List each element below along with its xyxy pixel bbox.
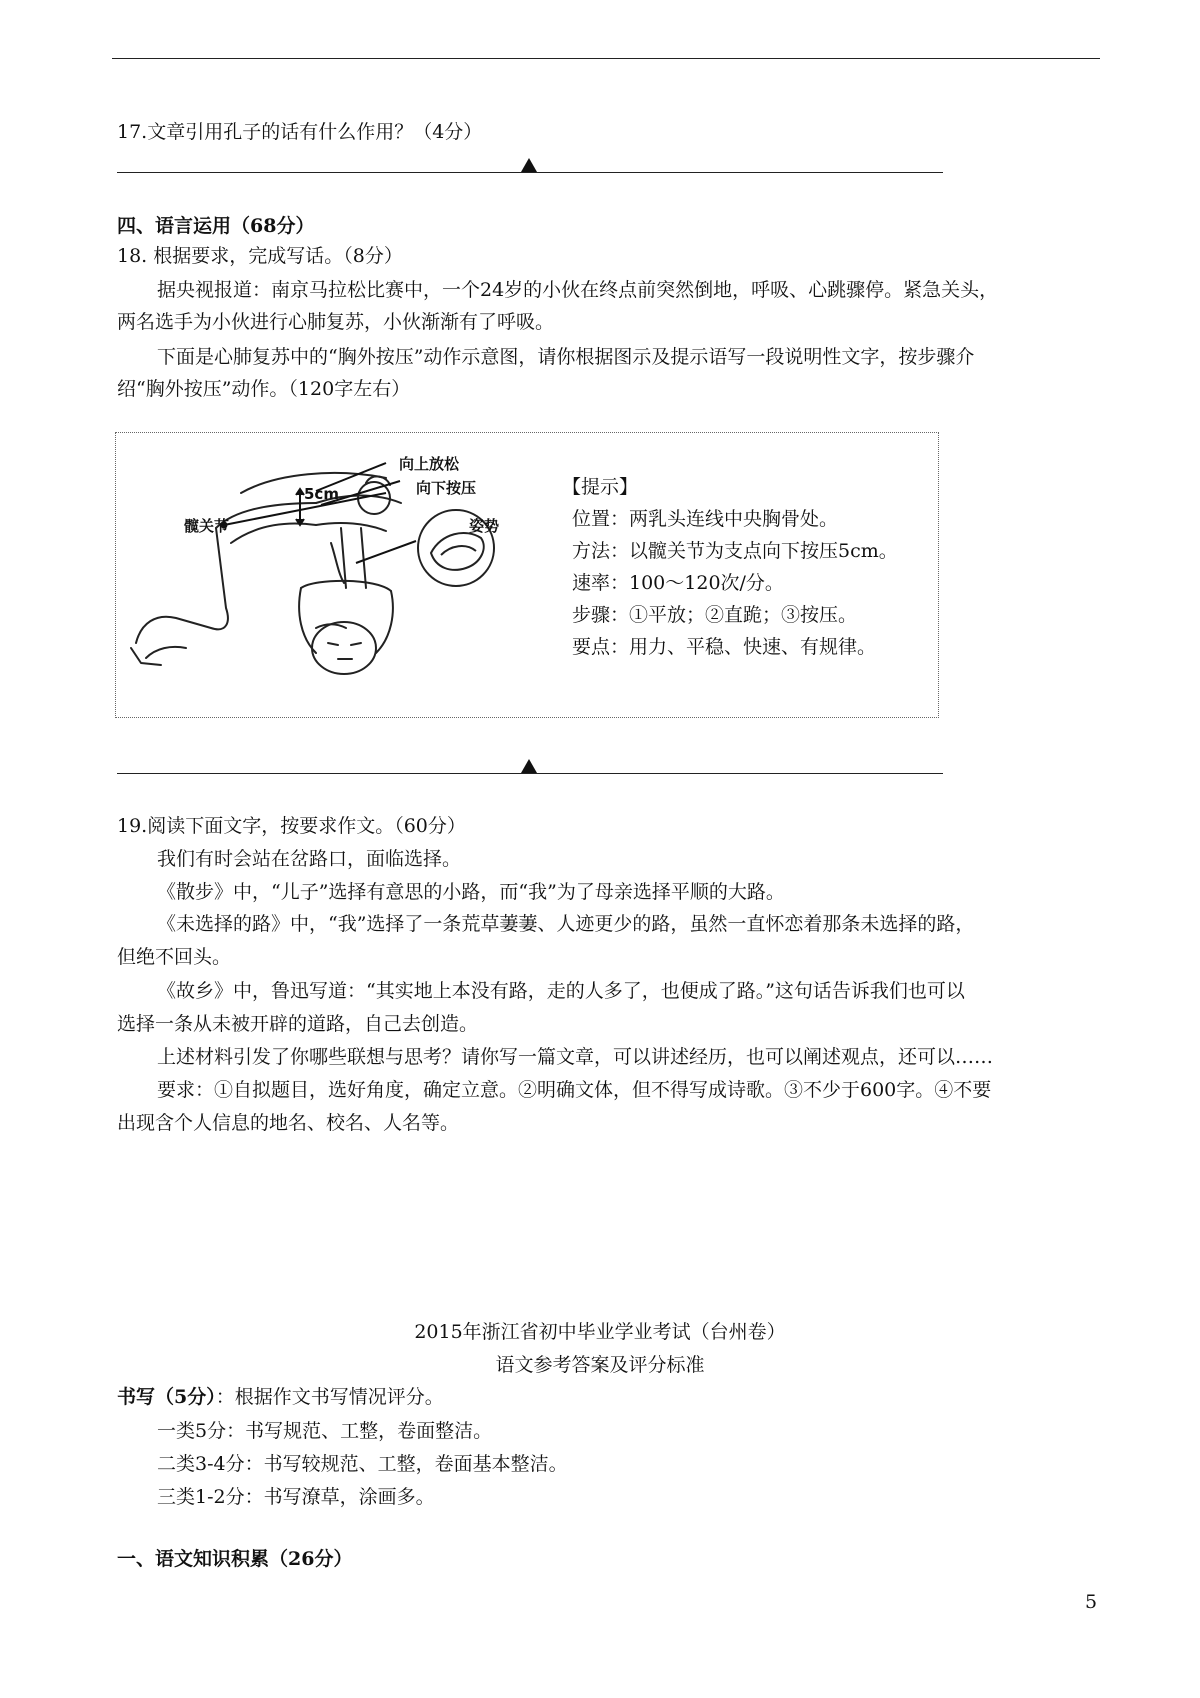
q19-line4b: 选择一条从未被开辟的道路，自己去创造。: [117, 1013, 479, 1035]
q18-p1-line1: 据央视报道：南京马拉松比赛中，一个24岁的小伙在终点前突然倒地，呼吸、心跳骤停。紧急关头，: [157, 279, 999, 301]
header-rule: [112, 58, 1100, 59]
hint-steps: 步骤：①平放；②直跪；③按压。: [572, 604, 858, 626]
q18-answer-line: [117, 773, 943, 774]
section4-title: 四、语言运用（68分）: [117, 215, 315, 237]
q18-p1-line2: 两名选手为小伙进行心肺复苏，小伙渐渐有了呼吸。: [117, 311, 555, 333]
writing-class-1: 一类5分：书写规范、工整，卷面整洁。: [157, 1420, 493, 1442]
label-pose: 姿势: [469, 517, 500, 535]
label-5cm: 5cm: [304, 485, 339, 503]
q17-answer-marker: [521, 158, 537, 172]
cpr-illustration: [116, 433, 536, 717]
q18-answer-marker: [521, 759, 537, 773]
q17-answer-line: [117, 172, 943, 173]
writing-criteria: [117, 1383, 444, 1411]
q18-p2-line1: 下面是心肺复苏中的“胸外按压”动作示意图，请你根据图示及提示语写一段说明性文字，按步骤介: [157, 346, 975, 368]
writing-desc: ：根据作文书写情况评分。: [215, 1386, 444, 1408]
q18-p2-line2: 绍“胸外按压”动作。（120字左右）: [117, 378, 411, 400]
hint-keys: 要点：用力、平稳、快速、有规律。: [572, 636, 877, 658]
q19-line6b: 出现含个人信息的地名、校名、人名等。: [117, 1112, 460, 1134]
label-hip-joint: 髋关节: [184, 517, 230, 535]
hint-position: 位置：两乳头连线中央胸骨处。: [572, 508, 839, 530]
answers-title-2: 语文参考答案及评分标准: [495, 1354, 705, 1376]
q19-line3b: 但绝不回头。: [117, 946, 232, 968]
q19-line1: 我们有时会站在岔路口，面临选择。: [157, 848, 462, 870]
q19-line3a: 《未选择的路》中，“我”选择了一条荒草萋萋、人迹更少的路，虽然一直怀恋着那条未选择的路，: [157, 913, 975, 935]
writing-class-3: 三类1-2分：书写潦草，涂画多。: [157, 1486, 435, 1508]
label-up-relax: 向上放松: [399, 455, 460, 473]
label-down-press: 向下按压: [416, 479, 477, 497]
writing-label: 书写（5分）: [117, 1386, 216, 1408]
q19-line2: 《散步》中，“儿子”选择有意思的小路，而“我”为了母亲选择平顺的大路。: [157, 881, 785, 903]
hint-title: 【提示】: [562, 476, 639, 498]
writing-class-2: 二类3-4分：书写较规范、工整，卷面基本整洁。: [157, 1453, 568, 1475]
page-number: 5: [1085, 1591, 1098, 1613]
answers-section1-title: 一、语文知识积累（26分）: [117, 1548, 353, 1570]
hint-method: 方法：以髋关节为支点向下按压5cm。: [572, 540, 898, 562]
q17-text: 17.文章引用孔子的话有什么作用？（4分）: [117, 121, 483, 143]
q18-stem: 18. 根据要求，完成写话。（8分）: [117, 245, 403, 267]
q19-line6a: 要求：①自拟题目，选好角度，确定立意。②明确文体，但不得写成诗歌。③不少于600字。④不要: [157, 1079, 992, 1101]
q19-line4a: 《故乡》中，鲁迅写道：“其实地上本没有路，走的人多了，也便成了路。”这句话告诉我们也可以: [157, 980, 965, 1002]
answers-title-1: 2015年浙江省初中毕业学业考试（台州卷）: [414, 1321, 786, 1343]
hint-rate: 速率：100～120次/分。: [572, 572, 784, 594]
cpr-figure-box: [115, 432, 939, 718]
q19-stem: 19.阅读下面文字，按要求作文。（60分）: [117, 815, 466, 837]
q19-line5: 上述材料引发了你哪些联想与思考？请你写一篇文章，可以讲述经历，也可以阐述观点，还可以……: [157, 1046, 994, 1068]
